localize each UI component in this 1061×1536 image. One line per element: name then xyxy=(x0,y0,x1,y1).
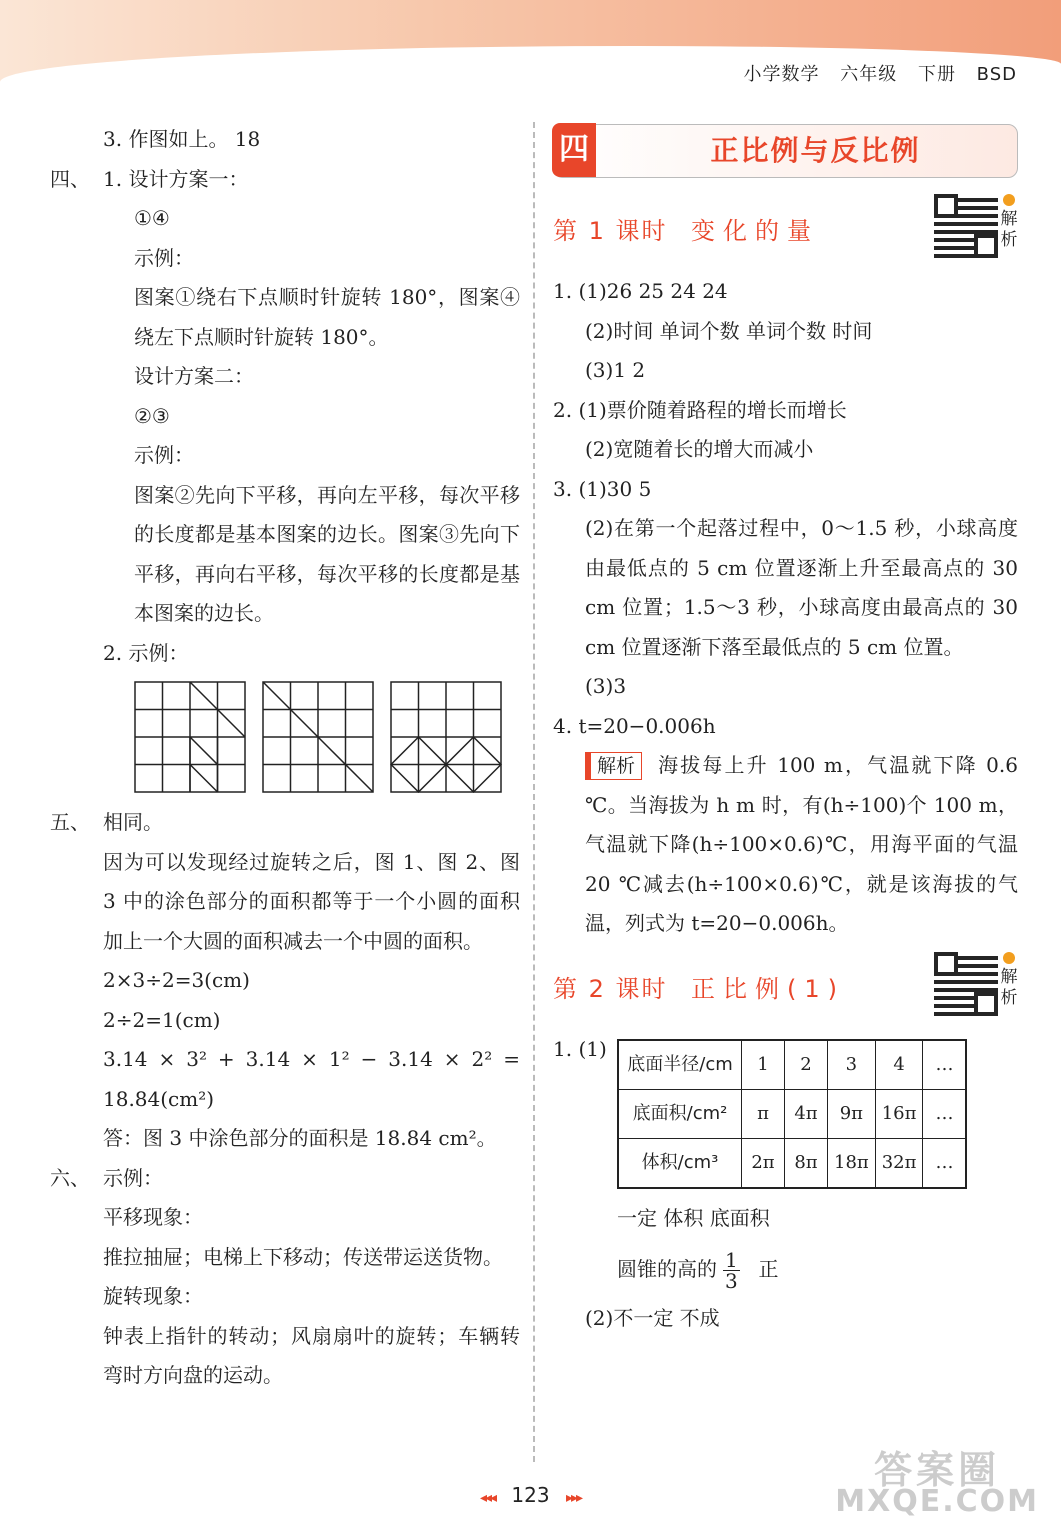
table-cell: 1 xyxy=(742,1040,785,1090)
answer-paragraph: (2)在第一个起落过程中，0～1.5 秒，小球高度由最低点的 5 cm 位置逐渐上升至最高点的 30 cm 位置；1.5～3 秒，小球高度由最高点的 30 cm 位置逐渐下落至最低点的 5 cm 位置。 xyxy=(585,516,1018,659)
table-cell: 18π xyxy=(828,1139,876,1189)
answer-paragraph: 图案①绕右下点顺时针旋转 180°，图案④绕左下点顺时针旋转 180°。 xyxy=(134,285,520,349)
qr-code-icon[interactable] xyxy=(934,952,998,1016)
answer-text: 正 xyxy=(758,1256,779,1281)
answer-line: 2. (1)票价随着路程的增长而增长 xyxy=(553,397,847,422)
table-cell: 2 xyxy=(785,1040,828,1090)
section-label: 六、 xyxy=(50,1165,90,1190)
answer-line xyxy=(553,1247,1018,1291)
answer-line: 平移现象： xyxy=(103,1205,203,1229)
table-cell: 3 xyxy=(828,1040,876,1090)
answer-line: ②③ xyxy=(134,403,170,428)
answer-line: 3. (1)30 5 xyxy=(553,476,652,501)
table-cell: 底面积/cm² xyxy=(618,1090,742,1139)
answer-line: (2)不一定 不成 xyxy=(585,1305,720,1330)
fraction xyxy=(723,1247,740,1293)
answer-line xyxy=(50,803,520,843)
answer-line: 1. (1) xyxy=(553,1036,607,1061)
lesson-title: 正比例(1) xyxy=(691,974,845,1003)
table-cell: 16π xyxy=(875,1090,923,1139)
page-number: 123 xyxy=(511,1483,550,1507)
book-crumb: 小学数学 六年级 下册 BSD xyxy=(743,64,1017,85)
answer-text: 相同。 xyxy=(103,810,163,834)
lesson-heading xyxy=(553,950,1018,1030)
unit-number: 四 xyxy=(552,123,596,177)
lesson-number: 第 2 课时 xyxy=(553,974,668,1003)
table-cell: 9π xyxy=(828,1090,876,1139)
answer-paragraph: 图案②先向下平移，再向左平移，每次平移的长度都是基本图案的边长。图案③先向下平移，再向右平移，每次平移的长度都是基本图案的边长。 xyxy=(134,482,520,625)
table-cell: 32π xyxy=(875,1139,923,1189)
answer-paragraph: 推拉抽屉；电梯上下移动；传送带运送货物。 xyxy=(103,1244,503,1269)
answer-line: 2. 示例： xyxy=(103,640,189,665)
unit-banner xyxy=(553,124,1018,178)
lesson-heading xyxy=(553,192,1018,272)
pattern-figure-2 xyxy=(262,681,374,793)
answer-line: 设计方案二： xyxy=(134,364,254,388)
qr-code-icon[interactable] xyxy=(934,194,998,258)
answer-text: 示例： xyxy=(103,1165,163,1190)
explanation-paragraph xyxy=(553,746,1018,944)
answer-line: 一定 体积 底面积 xyxy=(617,1206,770,1230)
table-row xyxy=(618,1139,966,1189)
qr-label xyxy=(1000,192,1018,251)
fraction-numerator: 1 xyxy=(725,1247,738,1272)
answer-line: (3)3 xyxy=(585,674,627,698)
calc-line: 3.14 × 3² + 3.14 × 1² − 3.14 × 2² = 18.84(cm²) xyxy=(103,1047,520,1111)
answer-text: 1. 设计方案一： xyxy=(103,166,249,191)
formula-line: 4. t=20−0.006h xyxy=(553,713,716,738)
watermark-url: MXQE.COM xyxy=(835,1484,1039,1519)
answer-line: (3)1 2 xyxy=(585,358,646,382)
table-row xyxy=(618,1090,966,1139)
answer-line: 答：图 3 中涂色部分的面积是 18.84 cm²。 xyxy=(103,1126,497,1150)
section-label: 五、 xyxy=(50,810,90,834)
qr-label xyxy=(1000,950,1018,1009)
answer-line: (2)宽随着长的增大而减小 xyxy=(585,437,814,461)
answer-line: ①④ xyxy=(134,206,170,230)
qr-label-text: 解析 xyxy=(1000,209,1018,250)
table-cell: 体积/cm³ xyxy=(618,1139,742,1189)
next-arrows-icon: ▸▸▸ xyxy=(565,1490,582,1506)
table-cell: … xyxy=(923,1139,967,1189)
column-divider xyxy=(533,122,535,1462)
lesson-title: 变化的量 xyxy=(691,217,819,245)
qr-label-text: 解析 xyxy=(1000,966,1018,1008)
play-icon xyxy=(1003,194,1015,206)
fraction-denominator: 3 xyxy=(725,1268,738,1293)
play-icon xyxy=(1003,952,1015,964)
answer-line: 示例： xyxy=(134,245,194,270)
answer-paragraph: 因为可以发现经过旋转之后，图 1、图 2、图 3 中的涂色部分的面积都等于一个小圆的面积加上一个大圆的面积减去一个中圆的面积。 xyxy=(103,849,520,953)
right-column xyxy=(553,120,1018,1338)
table-cell: 2π xyxy=(742,1139,785,1189)
prev-arrows-icon: ◂◂◂ xyxy=(479,1490,496,1506)
analysis-tag: 解析 xyxy=(585,752,642,780)
table-cell: … xyxy=(923,1040,967,1090)
table-cell: 4π xyxy=(785,1090,828,1139)
watermark xyxy=(835,1448,1039,1519)
header-band xyxy=(0,0,1061,92)
watermark-title: 答案圈 xyxy=(874,1448,1001,1492)
answer-line: 示例： xyxy=(134,443,194,467)
table-cell: … xyxy=(923,1090,967,1139)
answer-line xyxy=(50,160,520,200)
lesson-number: 第 1 课时 xyxy=(553,217,668,245)
answer-line: 旋转现象： xyxy=(103,1284,203,1308)
explanation-text: 海拔每上升 100 m，气温就下降 0.6 ℃。当海拔为 h m 时，有(h÷100)个 100 m，气温就下降(h÷100×0.6)℃，用海平面的气温 20 ℃减去(h÷100×0.6)℃，就是该海拔的气温，列式为 t=20−0.006h。 xyxy=(585,753,1018,935)
answer-line: 1. (1)26 25 24 24 xyxy=(553,279,728,303)
left-column xyxy=(50,120,520,1396)
calc-line: 2×3÷2=3(cm) xyxy=(103,968,250,992)
answer-line: 3. 作图如上。 18 xyxy=(103,127,261,151)
answer-text: 圆锥的高的 xyxy=(617,1256,717,1281)
table-cell: 底面半径/cm xyxy=(618,1040,742,1090)
unit-title: 正比例与反比例 xyxy=(710,134,921,167)
pattern-figure-1 xyxy=(134,681,246,793)
table-cell: 8π xyxy=(785,1139,828,1189)
pattern-figure-3 xyxy=(390,681,502,793)
section-label: 四、 xyxy=(50,166,90,191)
table-cell: 4 xyxy=(875,1040,923,1090)
table-cell: π xyxy=(742,1090,785,1139)
calc-line: 2÷2=1(cm) xyxy=(103,1007,221,1032)
answer-line: (2)时间 单词个数 单词个数 时间 xyxy=(585,318,873,343)
pattern-figures xyxy=(50,681,520,793)
answer-line xyxy=(50,1159,520,1199)
answer-paragraph: 钟表上指针的转动；风扇扇叶的旋转；车辆转弯时方向盘的运动。 xyxy=(103,1323,520,1387)
